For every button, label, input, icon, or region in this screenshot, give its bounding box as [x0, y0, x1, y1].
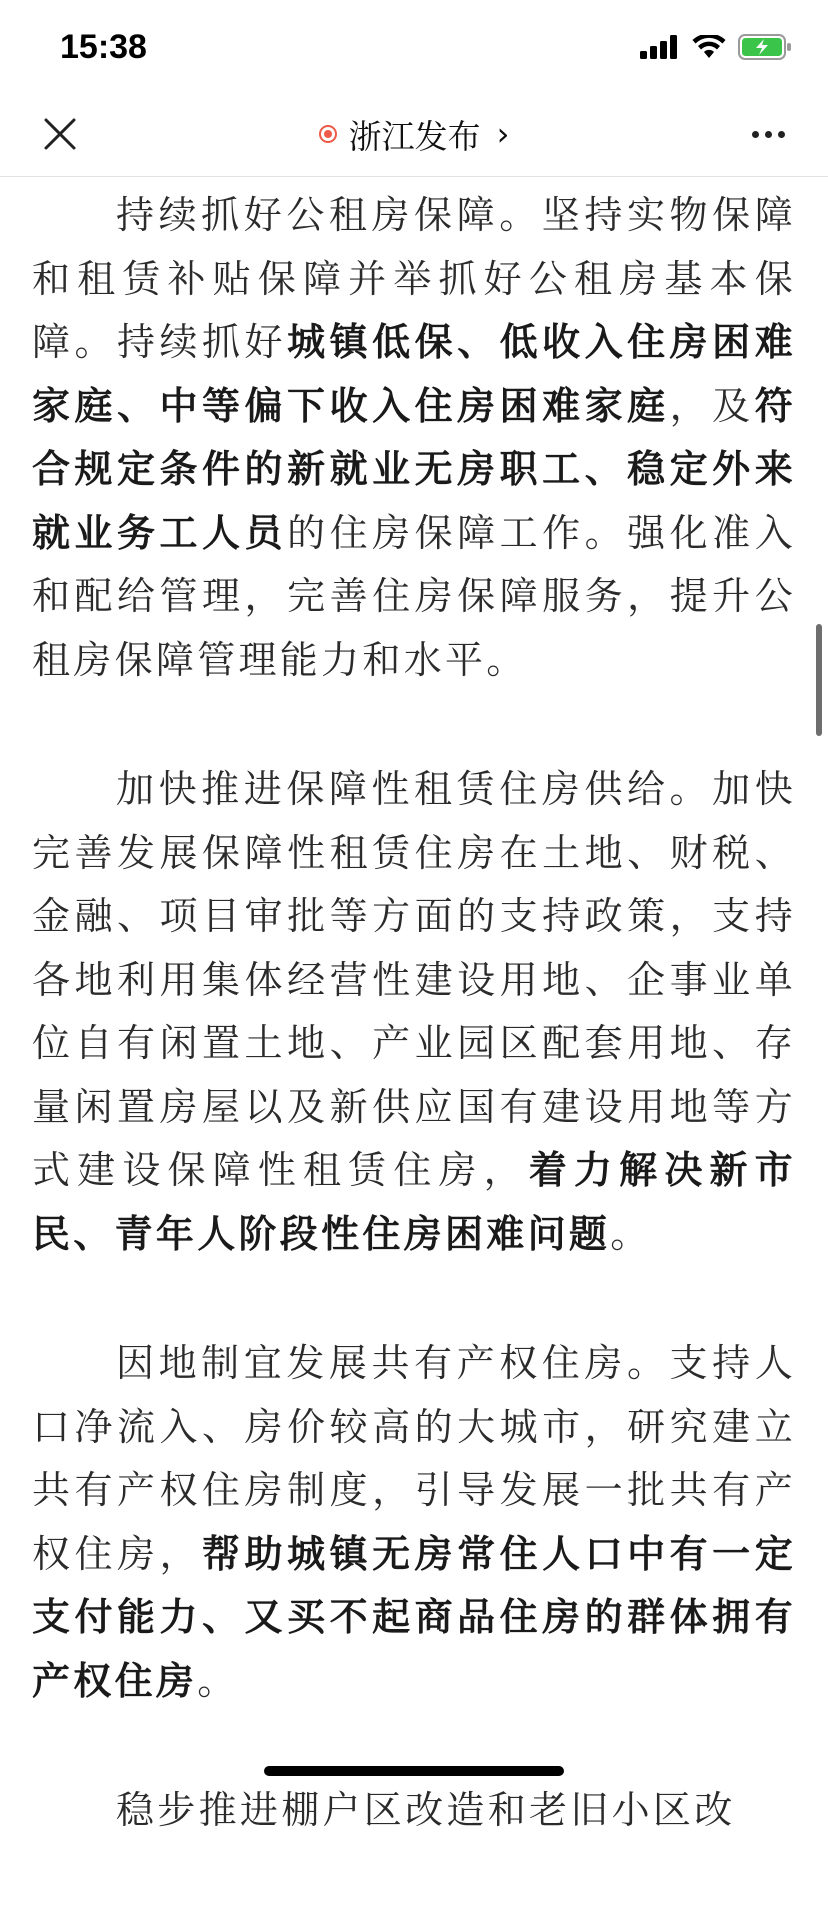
text-span: 持续抓好公租房保障。坚持实物保障和租赁补贴保障并举抓好公租房基本保障。持续抓好: [32, 193, 796, 364]
more-dot-icon: [778, 131, 785, 138]
text-span: 稳步推进棚户区改造和老旧小区改: [116, 1788, 736, 1832]
article-paragraph: [32, 184, 796, 692]
article-paragraph: [32, 1332, 796, 1713]
nav-bar: [0, 96, 828, 177]
status-time: 15:38: [60, 28, 147, 66]
bold-text-span: 帮助城镇无房常住人口中有一定支付能力、又买不起商品住房的群体拥有产权住房: [32, 1531, 796, 1703]
scrollbar-thumb[interactable]: [816, 624, 822, 736]
article-paragraph: [32, 758, 796, 1266]
article-paragraph: [32, 1779, 796, 1843]
account-title-link[interactable]: [0, 110, 828, 158]
chevron-right-icon: ›: [496, 115, 510, 153]
more-dot-icon: [765, 131, 772, 138]
text-span: 。: [197, 1658, 239, 1703]
text-span: 因地制宜发展共有产权住房。支持人口净流入、房价较高的大城市，研究建立共有产权住房制度，引导发展一批共有产权住房，: [32, 1341, 796, 1576]
wifi-icon: [692, 35, 726, 59]
status-bar: [0, 0, 828, 96]
status-icons: [640, 34, 792, 60]
text-span: 的住房保障工作。强化准入和配给管理，完善住房保障服务，提升公租房保障管理能力和水平。: [32, 510, 796, 682]
more-dot-icon: [752, 131, 759, 138]
battery-icon: [738, 34, 792, 60]
live-dot-icon: [319, 125, 337, 143]
text-span: ，及: [669, 383, 755, 428]
more-button[interactable]: [744, 110, 792, 158]
text-span: 。: [610, 1211, 652, 1256]
bold-text-span: 城镇低保、低收入住房困难家庭、中等偏下收入住房困难家庭: [32, 320, 796, 428]
text-span: 加快推进保障性租赁住房供给。加快完善发展保障性租赁住房在土地、财税、金融、项目审批等方面的支持政策，支持各地利用集体经营性建设用地、企事业单位自有闲置土地、产业园区配套用地、存量闲置房屋以及新供应国有建设用地等方式建设保障性租赁住房，: [32, 767, 796, 1192]
article-body: [32, 184, 796, 1909]
home-indicator[interactable]: [264, 1766, 564, 1776]
account-title: 浙江发布: [348, 116, 481, 156]
bold-text-span: 着力解决新市民、青年人阶段性住房困难问题: [32, 1148, 796, 1256]
signal-icon: [640, 35, 680, 59]
bold-text-span: 符合规定条件的新就业无房职工、稳定外来就业务工人员: [32, 383, 796, 555]
